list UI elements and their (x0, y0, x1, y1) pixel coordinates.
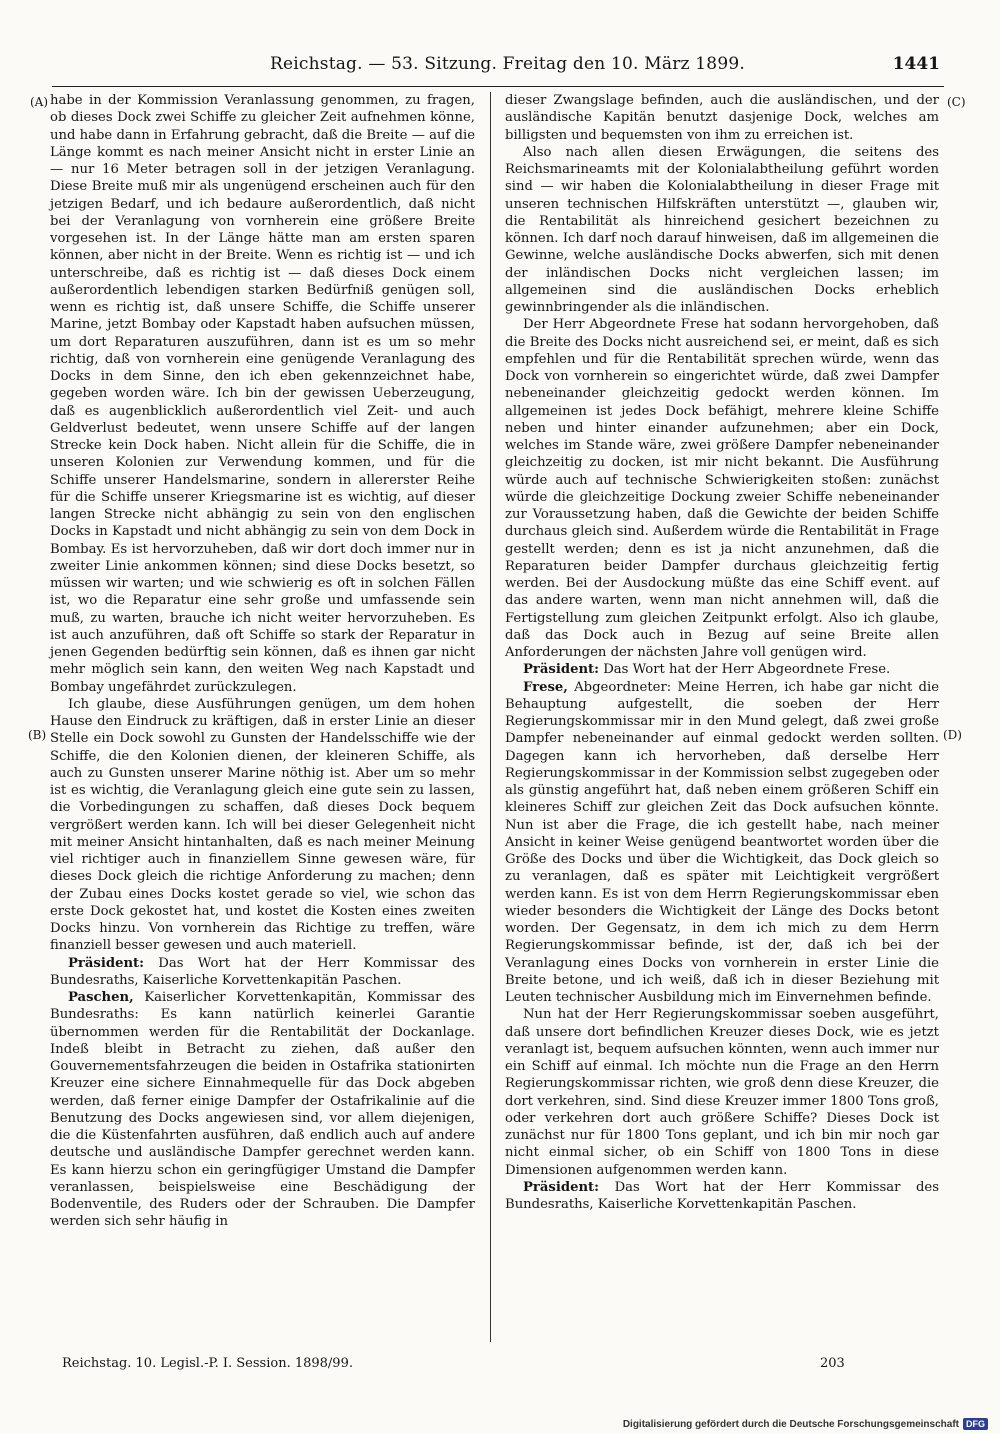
paragraph: Nun hat der Herr Regierungskommissar soeben ausgeführt, daß unsere dort befindlichen Kreuzer dieses Dock, wie es jetzt veranlagt ist, bequem aufsuchen könnten, wenn auch immer nur ein Schiff auf einmal. Ich möchte nun die Frage an den Herrn Regierungskommissar richten, wie groß denn diese Kreuzer, die dort verkehren, sind. Sind diese Kreuzer immer 1800 Tons groß, oder verkehren dort auch größere Schiffe? Dieses Dock ist zunächst nur für 1800 Tons geplant, und ich bin mir noch gar nicht einmal sicher, ob ein Schiff von 1800 Tons in diese Dimensionen aufgenommen werden kann. (505, 1007, 939, 1178)
speech-paragraph (505, 679, 939, 1007)
paragraph-text: Kaiserlicher Korvettenkapitän, Kommissar des Bundesraths: Es kann natürlich keinerlei Garantie übernommen werden für die Rentabilität der Dockanlage. Indeß bleibt in Betracht zu ziehen, daß außer den Gouvernementsfahrzeugen die beiden in Ostafrika stationirten Kreuzer eine sichere Einnahmequelle für das Dock abgeben werden, daß ferner einige Dampfer der Ostafrikalinie auf die Benutzung des Docks angewiesen sind, vor allem diejenigen, die die Küstenfahrten ausführen, daß endlich auch auf andere deutsche und ausländische Dampfer gerechnet werden kann. Es kann hierzu schon ein geringfügiger Umstand die Dampfer veranlassen, beispielsweise eine Beschädigung der Bodenventile, des Ruders oder der Schrauben. Die Dampfer werden sich sehr häufig in (50, 990, 475, 1230)
speech-paragraph (50, 989, 475, 1231)
header-title: Reichstag. — 53. Sitzung. Freitag den 10. März 1899. (270, 54, 745, 74)
left-column (50, 92, 475, 1231)
margin-mark-b: (B) (28, 728, 47, 742)
paragraph-text: Das Wort hat der Herr Kommissar des Bundesraths, Kaiserliche Korvettenkapitän Paschen. (50, 955, 475, 988)
speaker-name: Präsident: (523, 662, 600, 678)
page-header (270, 50, 940, 80)
column-divider (490, 92, 491, 1342)
footer-session: Reichstag. 10. Legisl.-P. I. Session. 1898/99. (62, 1356, 353, 1371)
header-rule (52, 86, 944, 87)
dfg-logo: DFG (963, 1418, 988, 1430)
speaker-name: Frese, (523, 679, 568, 695)
margin-mark-a: (A) (30, 95, 49, 109)
paragraph: Ich glaube, diese Ausführungen genügen, um dem hohen Hause den Eindruck zu kräftigen, daß in erster Linie an dieser Stelle ein Dock sowohl zu Gunsten der Handelsschiffe wie der Schiffe, die den Kolonien dienen, der kleineren Schiffe, als auch zu Gunsten unserer Marine nöthig ist. Aber um so mehr ist es wichtig, die Veranlagung gleich eine gute sein zu lassen, die Vorbedingungen zu schaffen, daß dieses Dock bequem vergrößert werden kann. Ich will bei dieser Gelegenheit nicht mit meiner Ansicht hintanhalten, daß es nach meiner Meinung viel richtiger auch in finanziellem Sinne gewesen wäre, für dieses Dock gleich die richtige Anforderung zu machen; denn der Zubau eines Docks kostet gerade so viel, wie schon das erste Dock gekostet hat, und kostet die Kosten eines zweiten Docks hinzu. Von vornherein das Richtige zu treffen, wäre finanziell besser gewesen und auch materiell. (50, 696, 475, 954)
footer-page-counter: 203 (820, 1356, 845, 1371)
margin-mark-d: (D) (943, 728, 962, 742)
paragraph: dieser Zwangslage befinden, auch die ausländischen, und der ausländische Kapitän benutzt dasjenige Dock, welches am billigsten und bequemsten von ihm zu erreichen ist. (505, 93, 939, 143)
speech-paragraph (505, 1179, 939, 1214)
speech-paragraph (505, 661, 939, 678)
speech-paragraph (50, 955, 475, 990)
digitization-credit (623, 1418, 988, 1430)
speaker-name: Präsident: (68, 955, 145, 971)
paragraph: Der Herr Abgeordnete Frese hat sodann hervorgehoben, daß die Breite des Docks nicht ausreichend sei, er meint, daß es sich empfehlen und für die Rentabilität sprechen würde, wenn das Dock von vornherein so eingerichtet würde, daß zwei Dampfer nebeneinander gleichzeitig gedockt werden können. Im allgemeinen ist jedes Dock befähigt, mehrere kleine Schiffe neben und hinter einander aufzunehmen; aber ein Dock, welches im Stande wäre, zwei größere Dampfer nebeneinander gleichzeitig zu docken, ist mir nicht bekannt. Die Ausführung würde auch auf technische Schwierigkeiten stoßen: zunächst würde die gleichzeitige Dockung zweier Schiffe nebeneinander zur Voraussetzung haben, daß die Gewichte der beiden Schiffe durchaus gleich sind. Außerdem würde die Rentabilität in Frage gestellt werden; denn es ist ja nicht anzunehmen, daß die Reparaturen beider Dampfer durchaus gleichzeitig fertig werden. Bei der Ausdockung müßte das eine Schiff event. auf das andere warten, wenn man nicht annehmen will, daß die Fertigstellung zum gleichen Zeitpunkt erfolgt. Also ich glaube, daß das Dock auch in Bezug auf seine Breite allen Anforderungen der nächsten Jahre voll genügen wird. (505, 317, 939, 660)
paragraph-text: Abgeordneter: Meine Herren, ich habe gar nicht die Behauptung aufgestellt, die soeben der Herr Regierungskommissar mir in den Mund gelegt, daß zwei große Dampfer nebeneinander auf einmal gedockt werden sollten. Dagegen kann ich hervorheben, daß derselbe Herr Regierungskommissar in der Kommission selbst zugegeben oder als günstig angeführt hat, daß neben einem größeren Schiff ein kleineres Schiff zur gleichen Zeit das Dock aufsuchen könnte. Nun ist aber die Frage, die ich gestellt habe, nach meiner Ansicht in keiner Weise genügend beantwortet worden über die Größe des Docks und über die Wichtigkeit, das Dock gleich so zu veranlagen, daß es später mit Leichtigkeit vergrößert werden kann. Es ist von dem Herrn Regierungskommissar eben wieder besonders die Wichtigkeit der Länge des Docks betont worden. Der Gegensatz, in dem ich mich zu dem Herrn Regierungskommissar befinde, ist der, daß ich bei der Veranlagung eines Docks von vornherein in erster Linie die Breite betone, und ich weiß, daß ich in dieser Beziehung mit Leuten technischer Ausbildung mich im Einvernehmen befinde. (505, 679, 939, 1005)
speaker-name: Präsident: (523, 1179, 600, 1195)
digitization-text: Digitalisierung gefördert durch die Deutsche Forschungsgemeinschaft (622, 1418, 959, 1430)
paragraph: Also nach allen diesen Erwägungen, die seitens des Reichsmarineamts mit der Kolonialabtheilung geführt worden sind — wir haben die Kolonialabtheilung in dieser Frage mit unseren technischen Hilfskräften unterstützt —, glauben wir, die Rentabilität als hinreichend gesichert bezeichnen zu können. Ich darf noch darauf hinweisen, daß im allgemeinen die Gewinne, welche ausländische Docks abwerfen, sich mit denen der inländischen Docks nicht vergleichen lassen; im allgemeinen sind die ausländischen Docks erheblich gewinnbringender als die inländischen. (505, 144, 939, 315)
margin-mark-c: (C) (947, 95, 966, 109)
paragraph-text: Das Wort hat der Herr Kommissar des Bundesraths, Kaiserliche Korvettenkapitän Paschen. (505, 1179, 939, 1212)
speaker-name: Paschen, (68, 990, 134, 1005)
paragraph: habe in der Kommission Veranlassung genommen, zu fragen, ob dieses Dock zwei Schiffe zu gleicher Zeit aufnehmen könne, und habe dann in Erfahrung gebracht, daß die Breite — auf die Länge kommt es nach meiner Ansicht nicht in erster Linie an — nur 16 Meter betragen soll in der jetzigen Veranlagung. Diese Breite muß mir als ungenügend erscheinen auch für den jetzigen Bedarf, und ich bedaure außerordentlich, daß nicht bei der Veranlagung von vornherein eine größere Breite vorgesehen ist. In der Länge hätte man am ersten sparen können, aber nicht in der Breite. Wenn es richtig ist — und ich unterschreibe, daß es richtig ist — daß dieses Dock einem außerordentlich lebendigen starken Bedürfniß genügen soll, wenn es richtig ist, daß unsere Schiffe, die Schiffe unserer Marine, jetzt Bombay oder Kapstadt haben aufsuchen müssen, um dort Reparaturen auszuführen, dann ist es um so mehr richtig, daß von vornherein eine genügende Veranlagung des Docks in dem Sinne, den ich eben gekennzeichnet habe, gegeben worden wäre. Ich bin der gewissen Ueberzeugung, daß es augenblicklich außerordentlich viel Zeit- und auch Geldverlust bedeutet, wenn unsere Schiffe auf der langen Strecke kein Dock haben. Nicht allein für die Schiffe, die in unseren Kolonien zur Verwendung kommen, und für die Schiffe unserer Handelsmarine, sondern in allererster Reihe für die Schiffe unserer Kriegsmarine ist es wichtig, auf dieser langen Strecke nicht abhängig zu sein von den englischen Docks in Kapstadt und nicht abhängig zu sein von dem Dock in Bombay. Es ist hervorzuheben, daß wir dort doch immer nur in zweiter Linie ankommen können; sind diese Docks besetzt, so müssen wir warten; und wie schwierig es oft in solchen Fällen ist, wo die Reparatur eine sehr große und umfassende sein muß, zu warten, brauche ich nicht weiter hervorzuheben. Es ist auch anzuführen, daß oft Schiffe so stark der Reparatur in jenen Gegenden bedürftig sein können, daß es ihnen gar nicht mehr möglich sein kann, den weiten Weg nach Kapstadt und Bombay ungefährdet zurückzulegen. (50, 93, 475, 695)
right-column (505, 92, 939, 1213)
paragraph-text: Das Wort hat der Herr Abgeordnete Frese. (599, 662, 891, 678)
page-number: 1441 (892, 54, 940, 74)
